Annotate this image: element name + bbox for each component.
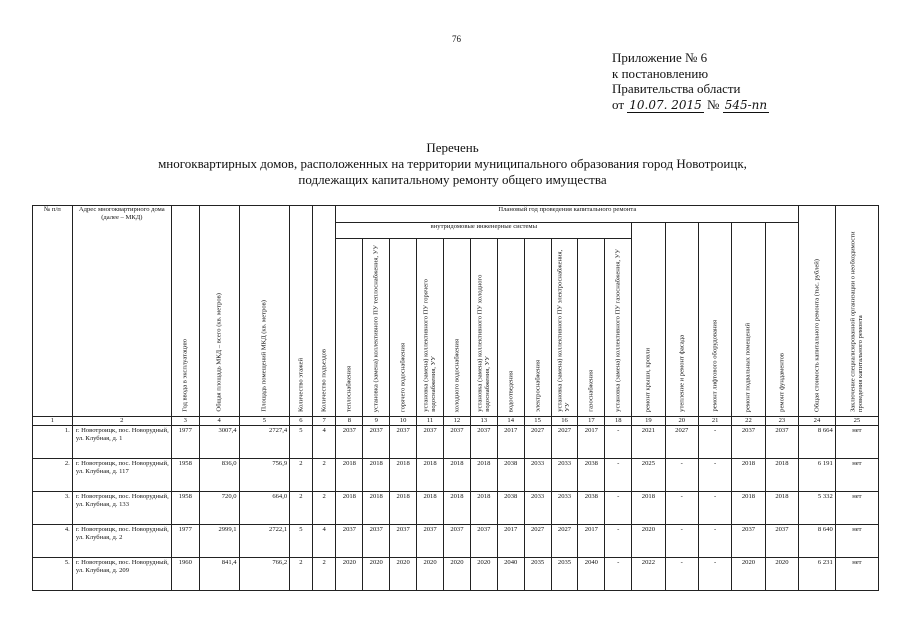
header-col-cold-water-meter: установка (замена) коллективного ПУ холодного водоснабжения, УУ (470, 239, 497, 417)
row-plan-year: 2018 (632, 492, 665, 525)
row-plan-year: - (605, 525, 632, 558)
row-plan-year: 2018 (470, 459, 497, 492)
header-floors: Количество этажей (290, 206, 313, 417)
row-plan-year: 2020 (765, 558, 799, 591)
row-plan-year: 2038 (497, 459, 524, 492)
header-col-basement: ремонт подвальных помещений (732, 223, 765, 417)
row-plan-year: 2033 (524, 492, 551, 525)
row-plan-year: 2033 (551, 459, 578, 492)
row-plan-year: - (605, 492, 632, 525)
row-entrances: 4 (312, 525, 336, 558)
row-plan-year: 2020 (336, 558, 363, 591)
row-plan-year: 2018 (732, 459, 765, 492)
row-plan-year: 2027 (665, 426, 698, 459)
row-number: 3. (33, 492, 73, 525)
row-plan-year: 2037 (390, 525, 417, 558)
row-plan-year: 2020 (632, 525, 665, 558)
row-plan-year: 2037 (363, 525, 390, 558)
table-row (33, 459, 879, 492)
header-plan: Плановый год проведения капитального ремонта (336, 206, 799, 223)
appendix-line2: к постановлению (612, 65, 709, 81)
column-number: 12 (443, 417, 470, 426)
appendix-line3: Правительства области (612, 81, 741, 96)
column-number: 22 (732, 417, 765, 426)
row-address: г. Новотроицк, пос. Новорудный, ул. Клубная, д. 117 (72, 459, 171, 492)
column-number: 10 (390, 417, 417, 426)
column-number: 24 (799, 417, 836, 426)
row-plan-year: 2018 (417, 459, 444, 492)
row-plan-year: 2040 (578, 558, 605, 591)
row-plan-year: 2037 (443, 525, 470, 558)
header-address: Адрес многоквартирного дома (далее – МКД) (72, 206, 171, 417)
title-line1: Перечень (426, 140, 479, 155)
row-address: г. Новотроицк, пос. Новорудный, ул. Клубная, д. 2 (72, 525, 171, 558)
row-plan-year: 2027 (524, 525, 551, 558)
row-plan-year: 2037 (470, 426, 497, 459)
header-col-gas-meter: установка (замена) коллективного ПУ газоснабжения, УУ (605, 239, 632, 417)
row-plan-year: 2018 (765, 459, 799, 492)
column-number: 19 (632, 417, 665, 426)
column-number: 17 (578, 417, 605, 426)
column-number: 15 (524, 417, 551, 426)
row-conclusion: нет (835, 459, 878, 492)
table-row (33, 492, 879, 525)
row-plan-year: 2018 (390, 492, 417, 525)
appendix-block (612, 50, 769, 113)
header-area-total: Общая площадь МКД – всего (кв. метров) (199, 206, 239, 417)
row-address: г. Новотроицк, пос. Новорудный, ул. Клубная, д. 133 (72, 492, 171, 525)
row-plan-year: - (665, 459, 698, 492)
column-number: 2 (72, 417, 171, 426)
row-area-rooms: 766,2 (239, 558, 290, 591)
header-num: № п/п (33, 206, 73, 417)
title-line3: подлежащих капитальному ремонту общего имущества (298, 172, 607, 187)
row-plan-year: 2037 (732, 525, 765, 558)
column-number: 6 (290, 417, 313, 426)
row-plan-year: 2018 (732, 492, 765, 525)
column-number: 7 (312, 417, 336, 426)
header-year: Год ввода в эксплуатацию (171, 206, 199, 417)
row-number: 4. (33, 525, 73, 558)
row-plan-year: 2037 (363, 426, 390, 459)
table-row (33, 525, 879, 558)
table-row (33, 426, 879, 459)
row-plan-year: 2018 (765, 492, 799, 525)
row-conclusion: нет (835, 525, 878, 558)
header-col-heat: теплоснабжения (336, 239, 363, 417)
row-plan-year: 2017 (497, 525, 524, 558)
row-plan-year: 2037 (417, 525, 444, 558)
header-col-gas: газоснабжения (578, 239, 605, 417)
row-plan-year: 2025 (632, 459, 665, 492)
row-area-total: 836,0 (199, 459, 239, 492)
row-plan-year: 2018 (390, 459, 417, 492)
row-plan-year: 2020 (390, 558, 417, 591)
column-number: 20 (665, 417, 698, 426)
row-plan-year: 2020 (363, 558, 390, 591)
header-entrances: Количество подъездов (312, 206, 336, 417)
column-number: 23 (765, 417, 799, 426)
row-cost: 6 191 (799, 459, 836, 492)
row-area-total: 3007,4 (199, 426, 239, 459)
header-col-foundation: ремонт фундаментов (765, 223, 799, 417)
row-cost: 8 664 (799, 426, 836, 459)
appendix-ot: от (612, 96, 625, 112)
row-conclusion: нет (835, 492, 878, 525)
row-plan-year: 2037 (470, 525, 497, 558)
row-number: 2. (33, 459, 73, 492)
column-number: 14 (497, 417, 524, 426)
appendix-date: 10.07. 2015 (629, 97, 702, 112)
row-address: г. Новотроицк, пос. Новорудный, ул. Клубная, д. 209 (72, 558, 171, 591)
header-col-hot-water: горячего водоснабжения (390, 239, 417, 417)
row-floors: 5 (290, 426, 313, 459)
row-plan-year: 2018 (336, 459, 363, 492)
header-col-lift: ремонт лифтового оборудования (698, 223, 731, 417)
row-plan-year: - (665, 558, 698, 591)
row-area-rooms: 664,0 (239, 492, 290, 525)
header-col-roof: ремонт крыши, кровли (632, 223, 665, 417)
row-plan-year: 2018 (443, 459, 470, 492)
row-plan-year: 2018 (470, 492, 497, 525)
row-plan-year: 2033 (524, 459, 551, 492)
row-area-total: 841,4 (199, 558, 239, 591)
row-number: 1. (33, 426, 73, 459)
row-plan-year: 2018 (363, 459, 390, 492)
buildings-table (32, 205, 879, 591)
column-number: 18 (605, 417, 632, 426)
row-plan-year: - (698, 525, 731, 558)
row-entrances: 2 (312, 459, 336, 492)
header-col-electricity: электроснабжения (524, 239, 551, 417)
row-plan-year: - (605, 459, 632, 492)
row-plan-year: 2017 (578, 525, 605, 558)
row-area-rooms: 756,9 (239, 459, 290, 492)
row-conclusion: нет (835, 426, 878, 459)
row-cost: 5 332 (799, 492, 836, 525)
row-plan-year: 2027 (551, 525, 578, 558)
page-number: 76 (452, 34, 461, 44)
row-year: 1958 (171, 492, 199, 525)
column-number: 1 (33, 417, 73, 426)
row-plan-year: 2035 (524, 558, 551, 591)
column-number: 11 (417, 417, 444, 426)
row-floors: 2 (290, 492, 313, 525)
header-col-hot-water-meter: установка (замена) коллективного ПУ горячего водоснабжения, УУ (417, 239, 444, 417)
header-col-heat-meter: установка (замена) коллективного ПУ теплоснабжения, УУ (363, 239, 390, 417)
row-area-total: 720,0 (199, 492, 239, 525)
column-number: 13 (470, 417, 497, 426)
row-plan-year: 2018 (363, 492, 390, 525)
row-year: 1977 (171, 525, 199, 558)
row-plan-year: 2038 (497, 492, 524, 525)
row-conclusion: нет (835, 558, 878, 591)
column-number: 5 (239, 417, 290, 426)
row-plan-year: 2021 (632, 426, 665, 459)
row-plan-year: 2017 (497, 426, 524, 459)
column-number: 8 (336, 417, 363, 426)
row-entrances: 2 (312, 492, 336, 525)
column-number: 4 (199, 417, 239, 426)
row-cost: 6 231 (799, 558, 836, 591)
appendix-number: 545-пп (724, 97, 768, 112)
row-year: 1958 (171, 459, 199, 492)
row-area-rooms: 2727,4 (239, 426, 290, 459)
row-plan-year: 2027 (524, 426, 551, 459)
row-number: 5. (33, 558, 73, 591)
appendix-line1: Приложение № 6 (612, 50, 708, 65)
row-plan-year: 2018 (443, 492, 470, 525)
row-area-total: 2999,1 (199, 525, 239, 558)
column-number-row (33, 417, 879, 426)
row-plan-year: 2037 (765, 525, 799, 558)
row-plan-year: - (605, 426, 632, 459)
row-plan-year: 2018 (336, 492, 363, 525)
row-address: г. Новотроицк, пос. Новорудный, ул. Клубная, д. 1 (72, 426, 171, 459)
row-plan-year: 2027 (551, 426, 578, 459)
title-line2: многоквартирных домов, расположенных на территории муниципального образования город Новотроицк, (158, 156, 747, 171)
row-plan-year: - (605, 558, 632, 591)
row-plan-year: 2020 (443, 558, 470, 591)
row-plan-year: 2037 (390, 426, 417, 459)
row-plan-year: - (665, 525, 698, 558)
header-area-rooms: Площадь помещений МКД (кв. метров) (239, 206, 290, 417)
row-year: 1977 (171, 426, 199, 459)
header-conclusion: Заключение специализированной организации о необходимости проведения капитального ремонта (835, 206, 878, 417)
table-row (33, 558, 879, 591)
row-plan-year: - (698, 426, 731, 459)
row-plan-year: 2037 (336, 426, 363, 459)
row-plan-year: 2037 (732, 426, 765, 459)
row-year: 1960 (171, 558, 199, 591)
row-plan-year: 2038 (578, 459, 605, 492)
row-plan-year: 2022 (632, 558, 665, 591)
column-number: 21 (698, 417, 731, 426)
row-floors: 5 (290, 525, 313, 558)
row-plan-year: - (698, 459, 731, 492)
row-plan-year: 2018 (417, 492, 444, 525)
row-plan-year: 2037 (417, 426, 444, 459)
row-area-rooms: 2722,1 (239, 525, 290, 558)
header-col-cold-water: холодного водоснабжения (443, 239, 470, 417)
row-plan-year: 2017 (578, 426, 605, 459)
row-plan-year: 2037 (765, 426, 799, 459)
header-systems: внутридомовые инженерные системы (336, 223, 632, 239)
row-plan-year: - (698, 492, 731, 525)
row-entrances: 4 (312, 426, 336, 459)
row-plan-year: - (698, 558, 731, 591)
header-col-facade: утепление и ремонт фасада (665, 223, 698, 417)
column-number: 25 (835, 417, 878, 426)
row-plan-year: - (665, 492, 698, 525)
column-number: 9 (363, 417, 390, 426)
row-floors: 2 (290, 459, 313, 492)
column-number: 16 (551, 417, 578, 426)
row-plan-year: 2035 (551, 558, 578, 591)
row-cost: 8 640 (799, 525, 836, 558)
row-plan-year: 2040 (497, 558, 524, 591)
row-plan-year: 2037 (443, 426, 470, 459)
row-plan-year: 2038 (578, 492, 605, 525)
row-plan-year: 2020 (417, 558, 444, 591)
column-number: 3 (171, 417, 199, 426)
row-plan-year: 2037 (336, 525, 363, 558)
header-cost: Общая стоимость капитального ремонта (тыс. рублей) (799, 206, 836, 417)
header-col-sewage: водоотведения (497, 239, 524, 417)
row-plan-year: 2033 (551, 492, 578, 525)
row-entrances: 2 (312, 558, 336, 591)
appendix-date-line (612, 97, 769, 114)
row-plan-year: 2020 (732, 558, 765, 591)
row-floors: 2 (290, 558, 313, 591)
header-col-electricity-meter: установка (замена) коллективного ПУ электроснабжения, УУ (551, 239, 578, 417)
row-plan-year: 2020 (470, 558, 497, 591)
appendix-num-label: № (707, 96, 720, 112)
